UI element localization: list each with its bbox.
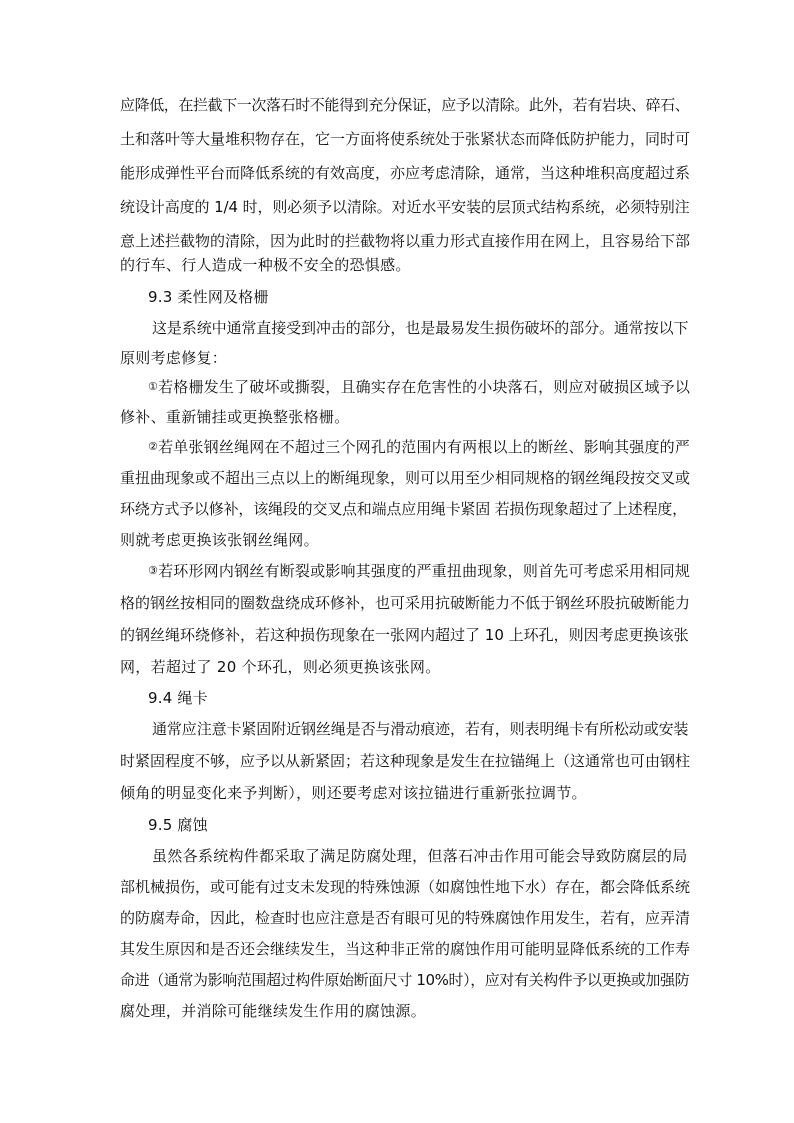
text-line: 网，若超过了 20 个环孔，则必须更换该张网。 xyxy=(120,658,441,676)
text-line: 命进（通常为影响范围超过构件原始断面尺寸 10%时），应对有关构件予以更换或加强防 xyxy=(120,971,690,989)
item-text: 若环形网内钢丝有断裂或影响其强度的严重扭曲现象，则首先可考虑采用相同规 xyxy=(158,562,691,580)
section-heading-9-5: 9.5 腐蚀 xyxy=(148,816,208,834)
item-marker: ③ xyxy=(148,564,159,577)
text-line: 的防腐寿命，因此，检查时也应注意是否有眼可见的特殊腐蚀作用发生，若有，应弄清 xyxy=(120,909,691,927)
text-line: 通常应注意卡紧固附近钢丝绳是否与滑动痕迹，若有，则表明绳卡有所松动或安装 xyxy=(152,720,689,738)
text-line: 格的钢丝按相同的圈数盘绕成环修补，也可采用抗破断能力不低于钢丝环股抗破断能力 xyxy=(120,594,691,612)
text-line: 应降低，在拦截下一次落石时不能得到充分保证，应予以清除。此外，若有岩块、碎石、 xyxy=(120,96,690,114)
text-line: 土和落叶等大量堆积物存在，它一方面将使系统处于张紧状态而降低防护能力，同时可 xyxy=(120,130,691,148)
text-line: 这是系统中通常直接受到冲击的部分，也是最易发生损伤破坏的部分。通常按以下 xyxy=(152,319,689,337)
text-line: 统设计高度的 1/4 时，则必须予以清除。对近水平安装的层顶式结构系统，必须特别注 xyxy=(120,198,690,216)
text-line: 能形成弹性平台而降低系统的有效高度，亦应考虑清除，通常，当这种堆积高度超过系 xyxy=(120,164,691,182)
text-line: 原则考虑修复： xyxy=(120,349,228,367)
text-line xyxy=(148,561,690,581)
text-line: 的行车、行人造成一种极不安全的恐惧感。 xyxy=(120,256,411,274)
text-line: 意上述拦截物的清除，因为此时的拦截物将以重力形式直接作用在网上，且容易给下部 xyxy=(120,232,691,250)
text-line: 腐处理，并消除可能继续发生作用的腐蚀源。 xyxy=(120,1002,427,1020)
text-line: 则就考虑更换该张钢丝绳网。 xyxy=(120,531,319,549)
text-line: 部机械损伤，或可能有过支未发现的特殊蚀源（如腐蚀性地下水）存在，都会降低系统 xyxy=(120,878,691,896)
item-text: 若单张钢丝绳网在不超过三个网孔的范围内有两根以上的断丝、影响其强度的严 xyxy=(158,438,691,456)
text-line: 的钢丝绳环绕修补，若这种损伤现象在一张网内超过了 10 上环孔，则因考虑更换该张 xyxy=(120,626,689,644)
text-line: 倾角的明显变化来予判断），则还要考虑对该拉锚进行重新张拉调节。 xyxy=(120,784,587,802)
item-marker: ② xyxy=(148,440,159,453)
text-line xyxy=(148,377,690,397)
item-text: 若格栅发生了破坏或撕裂，且确实存在危害性的小块落石，则应对破损区域予以 xyxy=(158,378,691,396)
text-line xyxy=(148,437,690,457)
text-line: 重扭曲现象或不超出三点以上的断绳现象，则可以用至少相同规格的钢丝绳段按交叉或 xyxy=(120,469,691,487)
text-line: 其发生原因和是否还会继续发生，当这种非正常的腐蚀作用可能明显降低系统的工作寿 xyxy=(120,940,691,958)
section-heading-9-4: 9.4 绳卡 xyxy=(148,689,208,707)
section-heading-9-3: 9.3 柔性网及格栅 xyxy=(148,288,269,306)
text-line: 虽然各系统构件都采取了满足防腐处理，但落石冲击作用可能会导致防腐层的局 xyxy=(152,847,688,865)
text-line: 环绕方式予以修补，该绳段的交叉点和端点应用绳卡紧固 若损伤现象超过了上述程度， xyxy=(120,500,687,518)
text-line: 修补、重新铺挂或更换整张格栅。 xyxy=(120,408,350,426)
item-marker: ① xyxy=(148,380,159,393)
text-line: 时紧固程度不够，应予以从新紧固；若这种现象是发生在拉锚绳上（这通常也可由钢柱 xyxy=(120,752,691,770)
